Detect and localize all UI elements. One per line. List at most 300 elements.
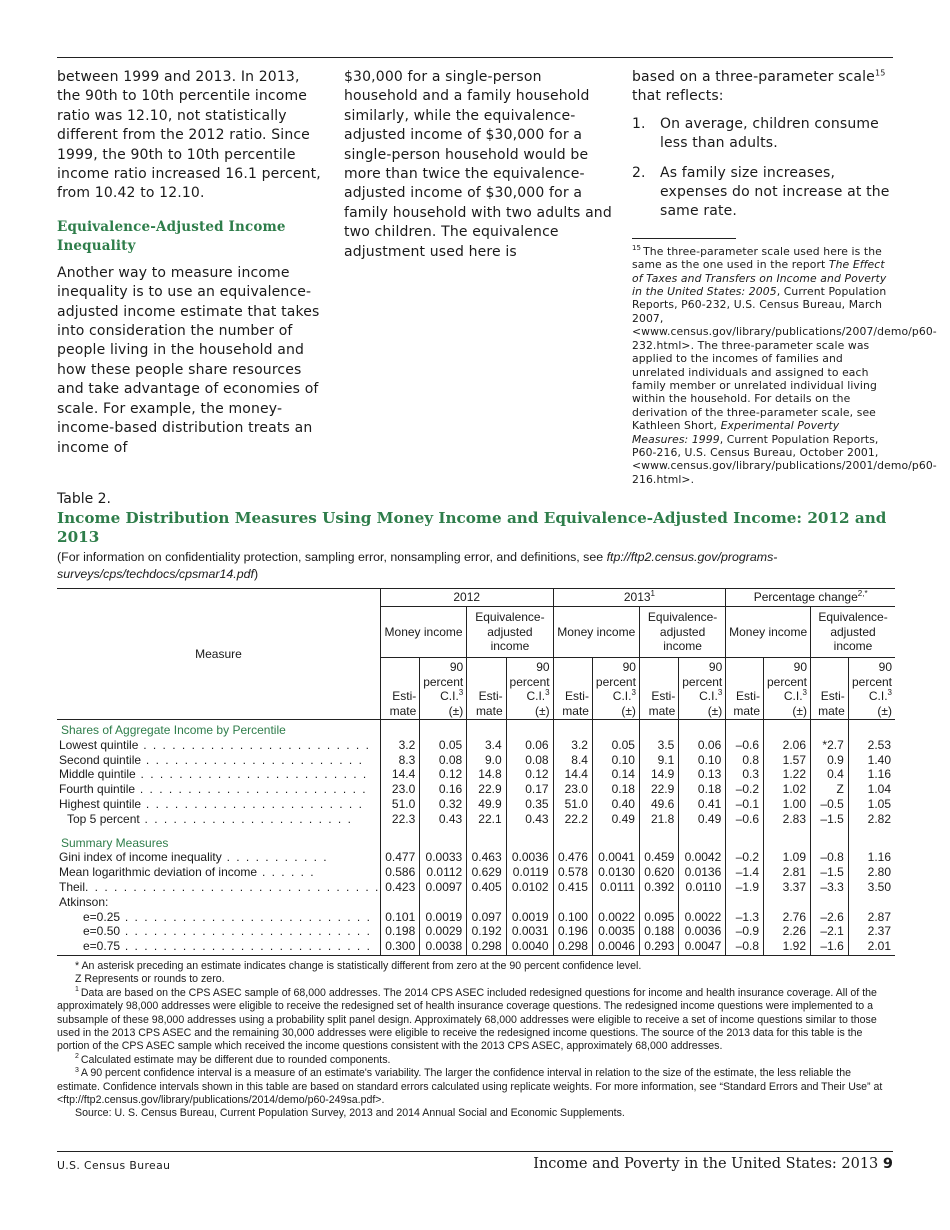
ci-pm-label: (±) bbox=[707, 703, 723, 718]
table-cell: 0.12 bbox=[506, 767, 553, 782]
table-cell: 0.18 bbox=[679, 782, 726, 797]
table-cell: 0.08 bbox=[420, 753, 467, 768]
footnote-2 bbox=[57, 1054, 895, 1067]
table-cell: –2.1 bbox=[811, 924, 849, 939]
table-cell: 0.06 bbox=[679, 738, 726, 753]
table-cell: 0.0019 bbox=[506, 910, 553, 925]
table-cell: 1.40 bbox=[848, 753, 895, 768]
table-row bbox=[57, 797, 895, 812]
report-title: Experimental Poverty Measures: 1999 bbox=[632, 419, 840, 446]
table-cell: 0.35 bbox=[506, 797, 553, 812]
leader-dots: . . . . . . . . . . . . . . . . . . . . . . . . bbox=[135, 767, 368, 782]
table-cell: 0.06 bbox=[506, 738, 553, 753]
table-cell: 0.0046 bbox=[592, 939, 639, 955]
footnote-ref: 2,* bbox=[857, 589, 868, 599]
table-row bbox=[57, 782, 895, 797]
intro-text: based on a three-parameter scale bbox=[632, 69, 875, 85]
table-cell: 1.09 bbox=[764, 850, 811, 865]
table-cell: 0.05 bbox=[592, 738, 639, 753]
table-cell: 8.4 bbox=[553, 753, 592, 768]
table-cell: 0.32 bbox=[420, 797, 467, 812]
bottom-rule bbox=[57, 1151, 893, 1152]
table-row bbox=[57, 767, 895, 782]
ci-label: 90 percent C.I. bbox=[766, 660, 807, 703]
table-cell: –1.4 bbox=[726, 865, 764, 880]
ci-label: 90 percent C.I. bbox=[851, 660, 892, 703]
table-cell: 0.40 bbox=[592, 797, 639, 812]
table-cell: 0.4 bbox=[811, 767, 849, 782]
ci-label: 90 percent C.I. bbox=[509, 660, 550, 703]
ci-pm-label: (±) bbox=[535, 703, 550, 718]
footnote-ref: 1 bbox=[650, 589, 655, 599]
table-cell: 0.14 bbox=[592, 767, 639, 782]
leader-dots: . . . . . . . . . . . . . . . . . . . . . . bbox=[139, 811, 353, 826]
table-cell: 14.8 bbox=[467, 767, 506, 782]
measure-header: Measure bbox=[57, 589, 380, 720]
leader-dots: . . . . . . . . . . . . . . . . . . . . . . . . . . bbox=[120, 939, 372, 954]
table-cell: 21.8 bbox=[639, 812, 678, 827]
table-cell: 0.10 bbox=[592, 753, 639, 768]
table-cell: –0.2 bbox=[726, 782, 764, 797]
table-cell: 2.82 bbox=[848, 812, 895, 827]
table-row bbox=[57, 924, 895, 939]
equiv-income-header: Equivalence-adjusted income bbox=[467, 607, 553, 658]
footer-agency: U.S. Census Bureau bbox=[57, 1159, 171, 1172]
table-cell: 0.18 bbox=[592, 782, 639, 797]
estimate-header bbox=[467, 658, 506, 720]
table-cell: 0.100 bbox=[553, 910, 592, 925]
table-cell: 0.300 bbox=[380, 939, 419, 955]
table-cell: 0.095 bbox=[639, 910, 678, 925]
row-label-text: Top 5 percent bbox=[67, 811, 140, 826]
table-cell: 0.293 bbox=[639, 939, 678, 955]
table-cell: 0.05 bbox=[420, 738, 467, 753]
numbered-list bbox=[632, 115, 894, 222]
table-cell: 22.1 bbox=[467, 812, 506, 827]
table-cell: 2.37 bbox=[848, 924, 895, 939]
intro-end: that reflects: bbox=[632, 88, 724, 105]
table-cell: 0.463 bbox=[467, 850, 506, 865]
text-column-3 bbox=[632, 68, 937, 486]
table-cell: 0.0097 bbox=[420, 880, 467, 895]
ci-pm-label: (±) bbox=[877, 703, 892, 718]
row-label-text: Highest quintile bbox=[59, 796, 142, 811]
ci-header bbox=[592, 658, 639, 720]
table-cell: 1.92 bbox=[764, 939, 811, 955]
table-cell: –1.9 bbox=[726, 880, 764, 895]
table-cell: –0.5 bbox=[811, 797, 849, 812]
estimate-header bbox=[380, 658, 419, 720]
table-cell: 0.298 bbox=[467, 939, 506, 955]
table-cell: 0.17 bbox=[506, 782, 553, 797]
table-cell: 22.3 bbox=[380, 812, 419, 827]
leader-dots: . . . . . . . . . . . . . . . . . . . . . . . bbox=[141, 752, 364, 767]
row-label-text: Lowest quintile bbox=[59, 737, 139, 752]
table-cell: 0.0041 bbox=[592, 850, 639, 865]
row-label-text: e=0.50 bbox=[83, 924, 121, 939]
table-cell: –0.6 bbox=[726, 738, 764, 753]
table-cell: 3.2 bbox=[553, 738, 592, 753]
footnote-15 bbox=[632, 244, 937, 486]
table-cell: 2.81 bbox=[764, 865, 811, 880]
footnote-ref[interactable]: 15 bbox=[874, 68, 886, 78]
leader-dots: . . . . . . bbox=[257, 865, 316, 880]
table-cell: 14.9 bbox=[639, 767, 678, 782]
table-cell: 0.49 bbox=[679, 812, 726, 827]
row-label bbox=[57, 738, 380, 753]
table-cell: 0.13 bbox=[679, 767, 726, 782]
year-label: 2013 bbox=[623, 590, 651, 605]
list-item bbox=[632, 115, 894, 154]
row-label bbox=[57, 812, 380, 827]
row-label-text: Theil bbox=[59, 879, 86, 894]
table-cell: 2.01 bbox=[848, 939, 895, 955]
table-cell: 2.26 bbox=[764, 924, 811, 939]
table-cell: 0.43 bbox=[506, 812, 553, 827]
ci-header bbox=[420, 658, 467, 720]
footer-title bbox=[533, 1156, 893, 1172]
table-cell: 0.41 bbox=[679, 797, 726, 812]
table-row bbox=[57, 880, 895, 895]
footnote-number: 1 bbox=[75, 986, 79, 994]
ci-label: 90 percent C.I. bbox=[595, 660, 636, 703]
table-cell: –0.9 bbox=[726, 924, 764, 939]
estimate-label: Esti- mate bbox=[389, 689, 417, 718]
table-cell: 0.423 bbox=[380, 880, 419, 895]
table-cell: 0.10 bbox=[679, 753, 726, 768]
pct-label: Percentage change bbox=[753, 590, 858, 605]
table-cell: 49.9 bbox=[467, 797, 506, 812]
estimate-header bbox=[726, 658, 764, 720]
table-cell: 0.0036 bbox=[679, 924, 726, 939]
table-cell: 8.3 bbox=[380, 753, 419, 768]
money-income-header: Money income bbox=[380, 607, 466, 658]
footnote-ref: 3 bbox=[458, 688, 464, 697]
row-label bbox=[57, 939, 380, 955]
table-row bbox=[57, 850, 895, 865]
table-cell: 3.37 bbox=[764, 880, 811, 895]
table-row bbox=[57, 812, 895, 827]
table-cell bbox=[420, 895, 467, 910]
table-cell: 0.0119 bbox=[506, 865, 553, 880]
table-cell: 49.6 bbox=[639, 797, 678, 812]
ci-header bbox=[679, 658, 726, 720]
ci-pm-label: (±) bbox=[792, 703, 807, 718]
table-cell bbox=[848, 895, 895, 910]
data-table bbox=[57, 588, 895, 956]
table-cell: 22.9 bbox=[467, 782, 506, 797]
table-cell bbox=[811, 895, 849, 910]
table-cell: –3.3 bbox=[811, 880, 849, 895]
table-cell: 0.0110 bbox=[679, 880, 726, 895]
list-item bbox=[632, 164, 894, 222]
list-number: 1. bbox=[632, 115, 646, 132]
table-cell: 0.0136 bbox=[679, 865, 726, 880]
estimate-label: Esti- mate bbox=[733, 689, 761, 718]
publication-title: Income and Poverty in the United States: 2013 bbox=[533, 1156, 879, 1172]
table-cell bbox=[679, 895, 726, 910]
footnote-number: 15 bbox=[632, 244, 642, 253]
table-cell: 2.06 bbox=[764, 738, 811, 753]
table-cell bbox=[467, 895, 506, 910]
table-cell: 0.0019 bbox=[420, 910, 467, 925]
table-cell: 0.0022 bbox=[679, 910, 726, 925]
table-cell: 0.586 bbox=[380, 865, 419, 880]
table-cell: 0.188 bbox=[639, 924, 678, 939]
table-cell: 0.3 bbox=[726, 767, 764, 782]
ci-header bbox=[506, 658, 553, 720]
footnote-number: 3 bbox=[75, 1066, 79, 1074]
table-cell: 0.0029 bbox=[420, 924, 467, 939]
table-cell: 9.1 bbox=[639, 753, 678, 768]
estimate-header bbox=[811, 658, 849, 720]
table-cell: 0.16 bbox=[420, 782, 467, 797]
table-cell: 0.578 bbox=[553, 865, 592, 880]
table-cell bbox=[592, 895, 639, 910]
section-title: Summary Measures bbox=[61, 835, 169, 850]
row-label-text: Middle quintile bbox=[59, 767, 136, 782]
note-text: (For information on confidentiality protection, sampling error, nonsampling error, and definitions, see bbox=[57, 550, 607, 564]
table-cell: –0.2 bbox=[726, 850, 764, 865]
table-cell bbox=[726, 895, 764, 910]
table-cell: 2.87 bbox=[848, 910, 895, 925]
table-cell: 0.415 bbox=[553, 880, 592, 895]
row-label bbox=[57, 910, 380, 925]
source-link[interactable]: ftp://ftp2.census.gov/programs-surveys/cps/techdocs/cpsmar14.pdf bbox=[57, 550, 778, 581]
paragraph bbox=[632, 68, 894, 107]
ci-pm-label: (±) bbox=[448, 703, 464, 718]
table-cell: 23.0 bbox=[553, 782, 592, 797]
table-cell: 0.0102 bbox=[506, 880, 553, 895]
table-note bbox=[57, 549, 895, 583]
table-row bbox=[57, 865, 895, 880]
row-label bbox=[57, 895, 380, 910]
row-label-text: e=0.25 bbox=[83, 909, 121, 924]
estimate-label: Esti- mate bbox=[475, 689, 503, 718]
table-cell: 0.198 bbox=[380, 924, 419, 939]
table-cell: 0.298 bbox=[553, 939, 592, 955]
table-cell: 0.0035 bbox=[592, 924, 639, 939]
table-label: Table 2. bbox=[57, 491, 112, 507]
section-heading: Equivalence-Adjusted Income Inequality bbox=[57, 218, 286, 254]
page-number: 9 bbox=[882, 1156, 893, 1172]
list-text: As family size increases, expenses do not increase at the same rate. bbox=[660, 164, 890, 220]
footnote-ref: 3 bbox=[545, 688, 550, 697]
table-cell: 0.08 bbox=[506, 753, 553, 768]
table-cell bbox=[506, 895, 553, 910]
table-cell: 2.80 bbox=[848, 865, 895, 880]
row-label bbox=[57, 850, 380, 865]
table-cell: 0.476 bbox=[553, 850, 592, 865]
equiv-income-header: Equivalence-adjusted income bbox=[639, 607, 725, 658]
footnote-number: 2 bbox=[75, 1053, 79, 1061]
footnote-text: , Current Population Reports, P60-216, U.S. Census Bureau, October 2001, <www.census.gov/library/publications/2001/demo/p60-216.html>. bbox=[632, 432, 937, 486]
leader-dots: . . . . . . . . . . . . . . . . . . . . . . . bbox=[141, 796, 364, 811]
footnote-text: Data are based on the CPS ASEC sample of 68,000 addresses. The 2014 CPS ASEC included redesigned questions for income and health insurance coverage. All of the approximately 98,000 addresses were eligible to receive the redesigned set of health insurance coverage questions. The redesigned income questions were implemented to a subsample of these 98,000 addresses using a probability split panel design. Approximately 68,000 addresses were eligible to receive a set of income questions similar to those used in the 2013 CPS ASEC and the remaining 30,000 addresses were eligible to receive the redesigned income questions. The source of the 2013 data for this table is the portion of the CPS ASEC sample which received the income questions consistent with the 2013 CPS ASEC, approximately 68,000 addresses. bbox=[57, 986, 877, 1053]
table-cell: 0.392 bbox=[639, 880, 678, 895]
table-cell: 51.0 bbox=[380, 797, 419, 812]
table-cell: 1.22 bbox=[764, 767, 811, 782]
table-cell: 23.0 bbox=[380, 782, 419, 797]
table-cell: 0.43 bbox=[420, 812, 467, 827]
list-text: On average, children consume less than adults. bbox=[660, 115, 879, 152]
footnote-text: The three-parameter scale used here is the same as the one used in the report bbox=[632, 244, 882, 272]
table-cell: 14.4 bbox=[553, 767, 592, 782]
footnote-3 bbox=[57, 1067, 895, 1107]
money-income-header: Money income bbox=[726, 607, 811, 658]
table-cell: 0.620 bbox=[639, 865, 678, 880]
row-label bbox=[57, 767, 380, 782]
table-cell: 0.0111 bbox=[592, 880, 639, 895]
table-cell: 0.101 bbox=[380, 910, 419, 925]
row-label bbox=[57, 924, 380, 939]
leader-dots: . . . . . . . . . . . . . . . . . . . . . . . . . . bbox=[120, 924, 372, 939]
table-cell: 1.16 bbox=[848, 850, 895, 865]
table-cell: 0.0042 bbox=[679, 850, 726, 865]
leader-dots: . . . . . . . . . . . bbox=[221, 850, 329, 865]
table-cell: 0.097 bbox=[467, 910, 506, 925]
table-cell: 0.459 bbox=[639, 850, 678, 865]
table-cell: 0.0038 bbox=[420, 939, 467, 955]
footnote-1 bbox=[57, 987, 895, 1054]
table-block bbox=[57, 490, 895, 1121]
table-cell: 22.9 bbox=[639, 782, 678, 797]
table-title: Income Distribution Measures Using Money Income and Equivalence-Adjusted Income: 2012 and 2013 bbox=[57, 509, 887, 546]
footnote-rule bbox=[632, 238, 736, 239]
footnote-text: A 90 percent confidence interval is a measure of an estimate's variability. The larger the confidence interval in relation to the size of the estimate, the less reliable the estimate. Confidence intervals shown in this table are based on standard errors calculated using replicate weights. For more information, see “Standard Errors and Their Use” at <ftp://ftp2.census.gov/library/publications/2014/demo/p60-249sa.pdf>. bbox=[57, 1067, 883, 1107]
table-cell: 0.629 bbox=[467, 865, 506, 880]
year-2013-header bbox=[553, 589, 726, 607]
table-row bbox=[57, 753, 895, 768]
table-footnotes bbox=[57, 960, 895, 1121]
equiv-income-header: Equivalence-adjusted income bbox=[811, 607, 896, 658]
table-cell: 3.5 bbox=[639, 738, 678, 753]
ci-pm-label: (±) bbox=[621, 703, 636, 718]
text-column-2 bbox=[344, 68, 612, 262]
table-cell: –1.6 bbox=[811, 939, 849, 955]
table-cell: –1.3 bbox=[726, 910, 764, 925]
row-label bbox=[57, 753, 380, 768]
table-cell: 2.53 bbox=[848, 738, 895, 753]
table-cell: 0.0033 bbox=[420, 850, 467, 865]
footnote-text: , Current Population Reports, P60-232, U.S. Census Bureau, March 2007, <www.census.gov/library/publications/2007/demo/p60-232.html>. The three-parameter scale was applied to the incomes of families and unrelated individuals and assigned to each family member or unrelated individual living within the household. For details on the derivation of the three-parameter scale, see Kathleen Short, bbox=[632, 285, 937, 433]
money-income-header: Money income bbox=[553, 607, 639, 658]
footnote-asterisk: * An asterisk preceding an estimate indicates change is statistically different from zero at the 90 percent confidence level. bbox=[75, 959, 642, 972]
table-cell bbox=[639, 895, 678, 910]
table-cell: 3.50 bbox=[848, 880, 895, 895]
row-label bbox=[57, 880, 380, 895]
table-cell: 3.4 bbox=[467, 738, 506, 753]
table-row bbox=[57, 895, 895, 910]
table-cell: –0.8 bbox=[811, 850, 849, 865]
table-cell: 0.0130 bbox=[592, 865, 639, 880]
table-row bbox=[57, 738, 895, 753]
table-cell: 1.04 bbox=[848, 782, 895, 797]
table-cell: 0.0112 bbox=[420, 865, 467, 880]
table-cell: 0.477 bbox=[380, 850, 419, 865]
footnote-ref: 3 bbox=[802, 688, 807, 697]
table-cell bbox=[764, 895, 811, 910]
estimate-header bbox=[639, 658, 678, 720]
paragraph: between 1999 and 2013. In 2013, the 90th to 10th percentile income ratio was 12.10, not statistically different from the 2012 ratio. Since 1999, the 90th to 10th percentile income ratio increased 16.1 percent, from 10.42 to 12.10. bbox=[57, 69, 321, 202]
footnote-text: Calculated estimate may be different due to rounded components. bbox=[80, 1053, 391, 1066]
table-cell: 1.05 bbox=[848, 797, 895, 812]
list-number: 2. bbox=[632, 164, 646, 181]
table-cell: 0.0022 bbox=[592, 910, 639, 925]
table-cell: 0.192 bbox=[467, 924, 506, 939]
table-cell bbox=[553, 895, 592, 910]
source-note: Source: U. S. Census Bureau, Current Population Survey, 2013 and 2014 Annual Social and Economic Supplements. bbox=[75, 1107, 625, 1120]
table-cell: 0.405 bbox=[467, 880, 506, 895]
table-row bbox=[57, 939, 895, 955]
table-cell: 1.57 bbox=[764, 753, 811, 768]
table-cell: 1.00 bbox=[764, 797, 811, 812]
top-rule bbox=[57, 57, 893, 58]
ci-label: 90 percent C.I. bbox=[682, 660, 723, 703]
estimate-label: Esti- mate bbox=[818, 689, 845, 718]
table-cell: 2.76 bbox=[764, 910, 811, 925]
text-column-1 bbox=[57, 68, 322, 458]
table-cell: *2.7 bbox=[811, 738, 849, 753]
row-label-text: Gini index of income inequality bbox=[59, 850, 222, 865]
table-cell: 0.0036 bbox=[506, 850, 553, 865]
section-title: Shares of Aggregate Income by Percentile bbox=[61, 723, 286, 737]
table-cell: Z bbox=[811, 782, 849, 797]
paragraph: Another way to measure income inequality is to use an equivalence-adjusted income estimate that takes into consideration the number of people living in the household and how these people share resources and take advantage of economies of scale. For example, the money-income-based distribution treats an income of bbox=[57, 264, 320, 456]
year-2012-header: 2012 bbox=[380, 589, 553, 607]
leader-dots: . . . . . . . . . . . . . . . . . . . . . . . . . . bbox=[120, 909, 372, 924]
leader-dots: . . . . . . . . . . . . . . . . . . . . . . . . . . . . . . . bbox=[85, 879, 380, 894]
footnote-ref: 3 bbox=[717, 688, 723, 697]
table-cell: 14.4 bbox=[380, 767, 419, 782]
footnote-ref: 3 bbox=[887, 688, 892, 697]
table-cell: 0.8 bbox=[726, 753, 764, 768]
note-text: ) bbox=[253, 567, 259, 581]
footnote-ref: 3 bbox=[631, 688, 636, 697]
table-cell: –0.6 bbox=[726, 812, 764, 827]
table-cell bbox=[380, 895, 419, 910]
leader-dots: . . . . . . . . . . . . . . . . . . . . . . . . bbox=[138, 737, 371, 752]
report-title: The Effect of Taxes and Transfers on Income and Poverty in the United States: 2005 bbox=[632, 258, 887, 299]
ci-header bbox=[848, 658, 895, 720]
table-cell: 2.83 bbox=[764, 812, 811, 827]
table-cell: 3.2 bbox=[380, 738, 419, 753]
paragraph: $30,000 for a single-person household and a family household similarly, while the equivalence-adjusted income of $30,000 for a single-person household would be more than twice the equivalence-adjusted income of $30,000 for a family household with two adults and two children. The equivalence adjustment used here is bbox=[344, 69, 612, 260]
table-cell: –0.1 bbox=[726, 797, 764, 812]
table-cell: 0.0047 bbox=[679, 939, 726, 955]
table-cell: 22.2 bbox=[553, 812, 592, 827]
table-cell: 0.49 bbox=[592, 812, 639, 827]
row-label-text: Second quintile bbox=[59, 752, 142, 767]
table-cell: 0.196 bbox=[553, 924, 592, 939]
table-cell: 1.16 bbox=[848, 767, 895, 782]
table-cell: –1.5 bbox=[811, 812, 849, 827]
pct-change-header bbox=[726, 589, 895, 607]
row-label-text: Atkinson: bbox=[59, 894, 109, 909]
estimate-label: Esti- mate bbox=[648, 689, 676, 718]
row-label-text: Mean logarithmic deviation of income bbox=[59, 865, 258, 880]
estimate-header bbox=[553, 658, 592, 720]
row-label-text: Fourth quintile bbox=[59, 782, 136, 797]
table-cell: 0.0031 bbox=[506, 924, 553, 939]
table-cell: –1.5 bbox=[811, 865, 849, 880]
ci-header bbox=[764, 658, 811, 720]
leader-dots: . . . . . . . . . . . . . . . . . . . . . . . . bbox=[135, 782, 368, 797]
table-cell: 0.9 bbox=[811, 753, 849, 768]
footnote-z: Z Represents or rounds to zero. bbox=[75, 973, 225, 986]
table-cell: 0.0040 bbox=[506, 939, 553, 955]
estimate-label: Esti- mate bbox=[562, 689, 589, 718]
